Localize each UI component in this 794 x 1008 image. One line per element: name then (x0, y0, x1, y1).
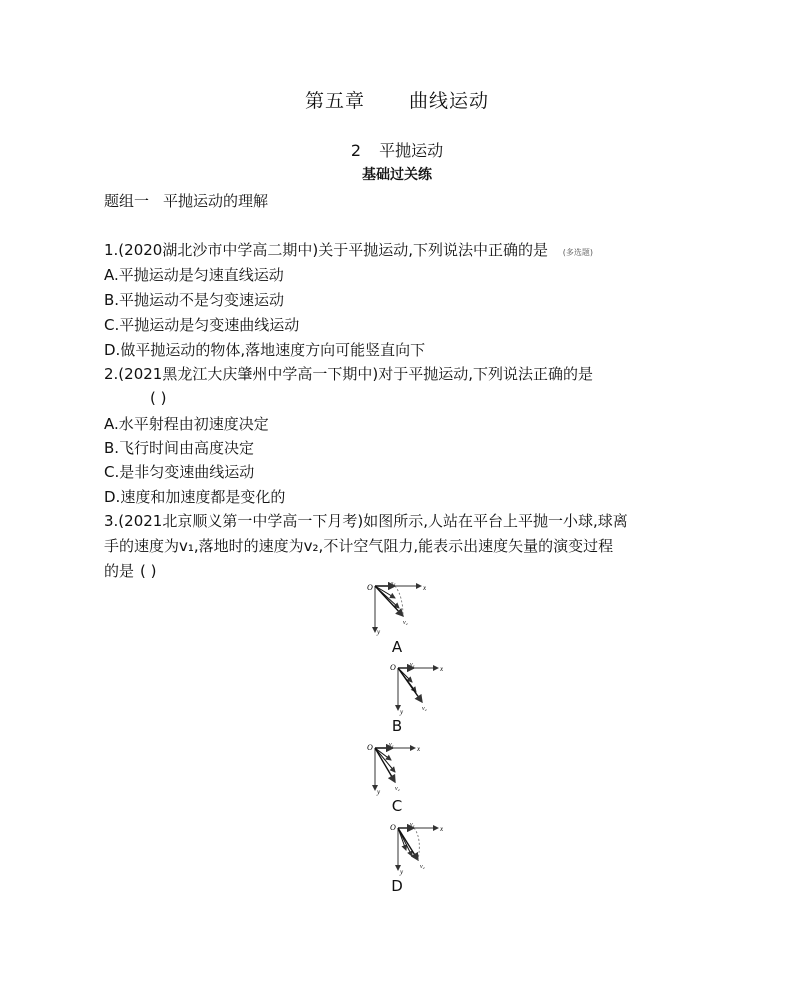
chapter-heading (0, 86, 794, 113)
question-3-blank: ( ) (140, 562, 157, 580)
question-1-text: 1.(2020湖北沙市中学高二期中)关于平抛运动,下列说法中正确的是 (104, 241, 548, 259)
question-2-stem: 2.(2021黑龙江大庆肇州中学高一下期中)对于平抛运动,下列说法正确的是 (104, 365, 593, 383)
x-label: x (423, 584, 427, 592)
question-2-option-d: D.速度和加速度都是变化的 (104, 488, 286, 506)
question-3-stem-line-2: 手的速度为v₁,落地时的速度为v₂,不计空气阻力,能表示出速度矢量的演变过程 (104, 537, 614, 555)
figure-d-label: D (391, 877, 403, 895)
chapter-title: 曲线运动 (409, 90, 490, 112)
y-label: y (400, 708, 404, 716)
chapter-number: 第五章 (304, 90, 365, 112)
v1-label: v₁ (410, 662, 415, 668)
v2-label: v₂ (403, 620, 408, 626)
question-2-blank: ( ) (150, 389, 167, 407)
x-label: x (440, 825, 444, 833)
question-2-option-b: B.飞行时间由高度决定 (104, 439, 255, 457)
question-2-option-a: A.水平射程由初速度决定 (104, 415, 269, 433)
figure-c (365, 740, 425, 796)
question-3-stem-line-3 (104, 561, 157, 581)
v2-label: v₂ (420, 864, 425, 870)
section-number: 2 (350, 141, 362, 160)
question-3-stem-end: 的是 (104, 562, 135, 580)
x-label: x (417, 745, 421, 753)
group-title: 平抛运动的理解 (163, 192, 269, 210)
y-label: y (400, 868, 404, 876)
velocity-v2-vector (375, 748, 395, 782)
section-title: 平抛运动 (379, 141, 444, 160)
question-3-stem-line-1: 3.(2021北京顺义第一中学高一下月考)如图所示,人站在平台上平抛一小球,球离 (104, 512, 628, 530)
question-2-option-c: C.是非匀变速曲线运动 (104, 463, 255, 481)
section-heading (0, 138, 794, 161)
figure-b (388, 660, 448, 716)
question-1-tag: (多选题) (562, 248, 593, 257)
origin-label: O (390, 663, 396, 672)
v2-label: v₂ (422, 706, 427, 712)
question-group-heading (104, 190, 268, 211)
origin-label: O (390, 823, 396, 832)
v1-label: v₁ (389, 742, 394, 748)
question-1-option-d: D.做平抛运动的物体,落地速度方向可能竖直向下 (104, 341, 426, 359)
v2-label: v₂ (395, 786, 400, 792)
velocity-v2-vector (398, 668, 422, 702)
velocity-v2-vector (375, 586, 403, 616)
origin-label: O (367, 743, 373, 752)
velocity-v2-vector (398, 828, 418, 860)
figure-b-label: B (391, 717, 403, 735)
question-1-stem (104, 240, 593, 263)
question-1-option-b: B.平抛运动不是匀变速运动 (104, 291, 285, 309)
figure-c-label: C (391, 797, 403, 815)
y-label: y (377, 628, 381, 636)
question-1-option-c: C.平抛运动是匀变速曲线运动 (104, 316, 300, 334)
group-label: 题组一 (104, 192, 150, 210)
subtitle: 基础过关练 (362, 167, 432, 183)
x-label: x (440, 665, 444, 673)
figure-a (365, 582, 435, 638)
y-label: y (377, 788, 381, 796)
v1-label: v₁ (410, 822, 415, 828)
question-1-option-a: A.平抛运动是匀速直线运动 (104, 266, 284, 284)
origin-label: O (367, 583, 373, 592)
figure-a-label: A (391, 638, 403, 656)
v1-label: v₁ (391, 582, 396, 586)
figure-d (388, 820, 448, 876)
velocity-vector (375, 748, 395, 772)
